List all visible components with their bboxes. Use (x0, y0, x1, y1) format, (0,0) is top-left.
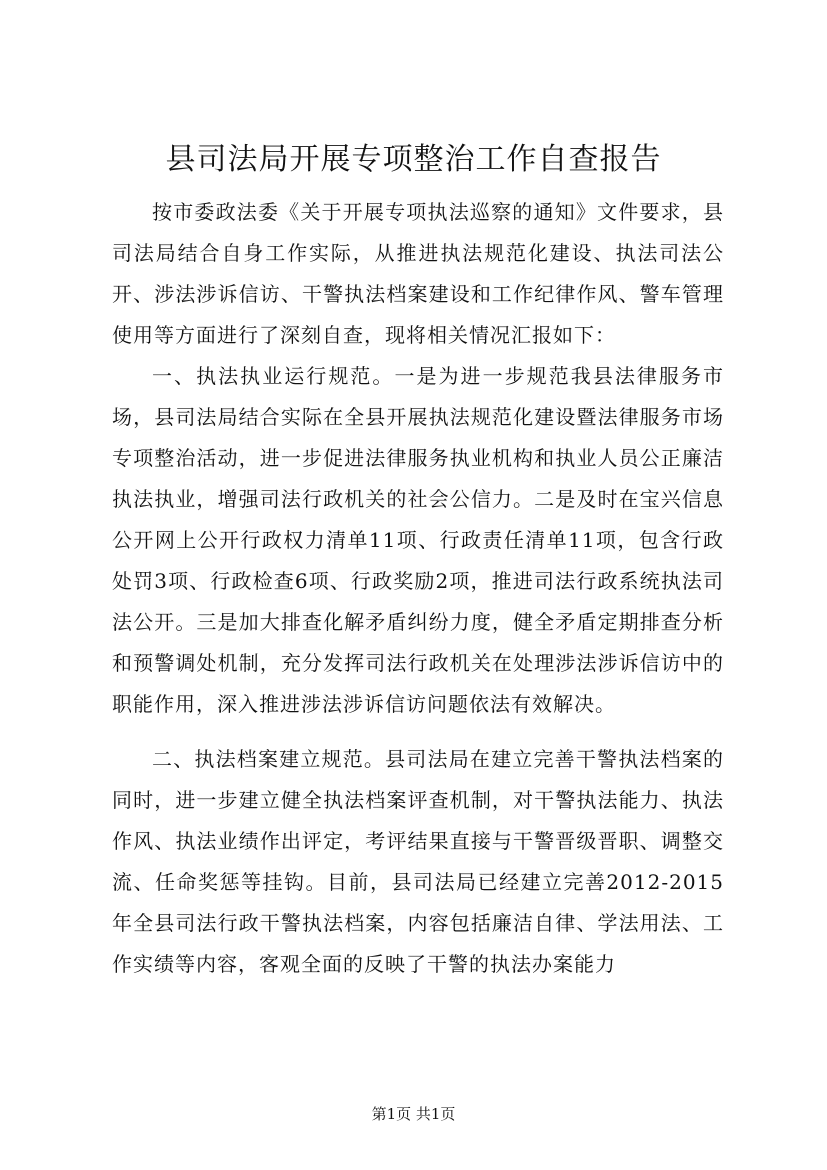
paragraph-section-2: 二、执法档案建立规范。县司法局在建立完善干警执法档案的同时，进一步建立健全执法档案评查机制，对干警执法能力、执法作风、执法业绩作出评定，考评结果直接与干警晋级晋职、调整交流、任命奖惩等挂钩。目前，县司法局已经建立完善2012-2015年全县司法行政干警执法档案，内容包括廉洁自律、学法用法、工作实绩等内容，客观全面的反映了干警的执法办案能力 (112, 747, 724, 976)
document-body (112, 192, 724, 985)
page-footer: 第1页 共1页 (371, 1105, 456, 1123)
paragraph-intro: 按市委政法委《关于开展专项执法巡察的通知》文件要求，县司法局结合自身工作实际，从推进执法规范化建设、执法司法公开、涉法涉诉信访、干警执法档案建设和工作纪律作风、警车管理使用等方面进行了深刻自查，现将相关情况汇报如下： (112, 200, 724, 347)
paragraph-section-1: 一、执法执业运行规范。一是为进一步规范我县法律服务市场，县司法局结合实际在全县开展执法规范化建设暨法律服务市场专项整治活动，进一步促进法律服务执业机构和执业人员公正廉洁执法执业，增强司法行政机关的社会公信力。二是及时在宝兴信息公开网上公开行政权力清单11项、行政责任清单11项，包含行政处罚3项、行政检查6项、行政奖励2项，推进司法行政系统执法司法公开。三是加大排查化解矛盾纠纷力度，健全矛盾定期排查分析和预警调处机制，充分发挥司法行政机关在处理涉法涉诉信访中的职能作用，深入推进涉法涉诉信访问题依法有效解决。 (112, 364, 724, 716)
document-title: 县司法局开展专项整治工作自查报告 (165, 142, 662, 177)
